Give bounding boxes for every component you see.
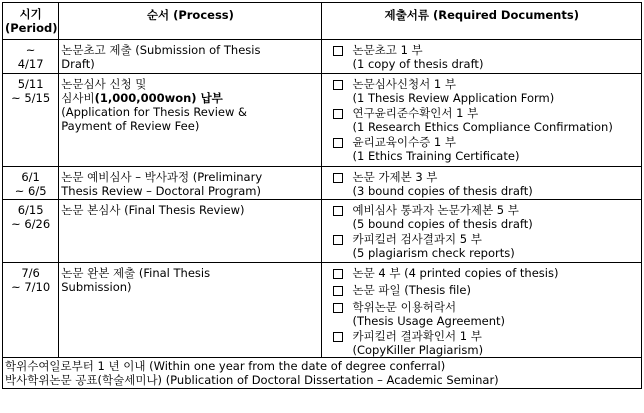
period-cell (3, 74, 59, 167)
table-row (3, 263, 642, 358)
document-item (324, 40, 639, 71)
document-ko: 논문초고 1 부 (352, 43, 423, 57)
document-en: (CopyKiller Plagiarism) (352, 343, 484, 357)
process-cell (59, 200, 322, 263)
process-line: 논문 예비심사 – 박사과정 (Preliminary (61, 170, 263, 184)
checkbox-icon (333, 109, 343, 119)
process-line (61, 91, 319, 105)
process-text: 납부 (196, 91, 223, 105)
process-line: Payment of Review Fee) (61, 119, 200, 133)
period-line: 6/15 (17, 203, 44, 217)
checkbox-icon (333, 80, 343, 90)
process-line: 논문초고 제출 (Submission of Thesis (61, 43, 261, 57)
document-ko: 논문 가제본 3 부 (352, 170, 438, 184)
process-line: Thesis Review – Doctoral Program) (61, 184, 261, 198)
document-item (324, 263, 639, 282)
document-ko: 윤리교육이수증 1 부 (352, 135, 456, 149)
process-cell (59, 263, 322, 358)
document-ko: 연구윤리준수확인서 1 부 (352, 106, 479, 120)
document-item (324, 200, 639, 231)
period-cell (3, 200, 59, 263)
table-row (3, 167, 642, 200)
document-item (324, 105, 639, 134)
document-en: (1 Ethics Training Certificate) (352, 149, 520, 163)
document-ko: 논문 4 부 (4 printed copies of thesis) (352, 266, 559, 280)
period-line: 4/17 (17, 57, 44, 71)
documents-header: 제출서류 (Required Documents) (322, 3, 642, 40)
checkbox-icon (333, 138, 343, 148)
checkbox-icon (333, 303, 343, 313)
document-ko: 학위논문 이용허락서 (352, 300, 457, 314)
period-cell (3, 167, 59, 200)
process-line: 논문 완본 제출 (Final Thesis (61, 266, 211, 280)
document-ko: 카피킬러 검사결과지 5 부 (352, 232, 482, 246)
documents-cell (322, 167, 642, 200)
period-line: ~ (25, 43, 36, 57)
process-cell (59, 40, 322, 74)
period-line: 5/11 (17, 77, 44, 91)
document-item (324, 231, 639, 260)
documents-cell (322, 200, 642, 263)
documents-cell (322, 40, 642, 74)
document-ko: 논문 파일 (Thesis file) (352, 283, 471, 297)
table-row (3, 40, 642, 74)
footer-line: 박사학위논문 공표(학술세미나) (Publication of Doctoral Dissertation – Academic Seminar) (5, 373, 499, 387)
document-en: (3 bound copies of thesis draft) (352, 184, 533, 198)
process-line: Draft) (61, 57, 95, 71)
checkbox-icon (333, 173, 343, 183)
period-line: 7/6 (21, 266, 40, 280)
checkbox-icon (333, 286, 343, 296)
document-item (324, 299, 639, 328)
document-ko: 예비심사 통과자 논문가제본 5 부 (352, 203, 519, 217)
process-cell (59, 74, 322, 167)
document-item (324, 282, 639, 299)
document-en: (1 copy of thesis draft) (352, 57, 484, 71)
process-text: 심사비 (61, 91, 95, 105)
period-header-en: (Period) (5, 21, 58, 35)
submission-schedule-table (2, 2, 642, 389)
period-header (3, 3, 59, 40)
document-item (324, 74, 639, 105)
document-ko: 카피킬러 결과확인서 1 부 (352, 329, 482, 343)
document-en: (5 plagiarism check reports) (352, 246, 515, 260)
document-item (324, 328, 639, 357)
documents-cell (322, 74, 642, 167)
period-line: ~ 6/5 (14, 184, 47, 198)
document-en: (1 Thesis Review Application Form) (352, 91, 555, 105)
table-row (3, 200, 642, 263)
documents-cell (322, 263, 642, 358)
process-cell (59, 167, 322, 200)
process-line: Submission) (61, 280, 132, 294)
process-header: 순서 (Process) (59, 3, 322, 40)
checkbox-icon (333, 269, 343, 279)
period-header-ko: 시기 (19, 7, 42, 21)
table-row (3, 74, 642, 167)
process-line: (Application for Thesis Review & (61, 105, 247, 119)
period-cell (3, 40, 59, 74)
document-ko: 논문심사신청서 1 부 (352, 77, 456, 91)
checkbox-icon (333, 46, 343, 56)
process-line: 논문 본심사 (Final Thesis Review) (61, 203, 245, 217)
document-item (324, 134, 639, 163)
document-en: (5 bound copies of thesis draft) (352, 217, 533, 231)
footer-cell (3, 358, 642, 389)
document-item (324, 167, 639, 198)
document-en: (1 Research Ethics Compliance Confirmation) (352, 120, 613, 134)
document-en: (Thesis Usage Agreement) (352, 314, 506, 328)
period-cell (3, 263, 59, 358)
checkbox-icon (333, 332, 343, 342)
period-line: ~ 5/15 (11, 91, 51, 105)
review-fee-amount: (1,000,000won) (94, 91, 197, 105)
checkbox-icon (333, 235, 343, 245)
period-line: ~ 6/26 (11, 217, 51, 231)
header-row (3, 3, 642, 40)
period-line: ~ 7/10 (11, 280, 51, 294)
process-line: 논문심사 신청 및 (61, 77, 147, 91)
footer-row (3, 358, 642, 389)
footer-line: 학위수여일로부터 1 년 이내 (Within one year from the date of degree conferral) (5, 359, 446, 373)
period-line: 6/1 (21, 170, 40, 184)
checkbox-icon (333, 206, 343, 216)
